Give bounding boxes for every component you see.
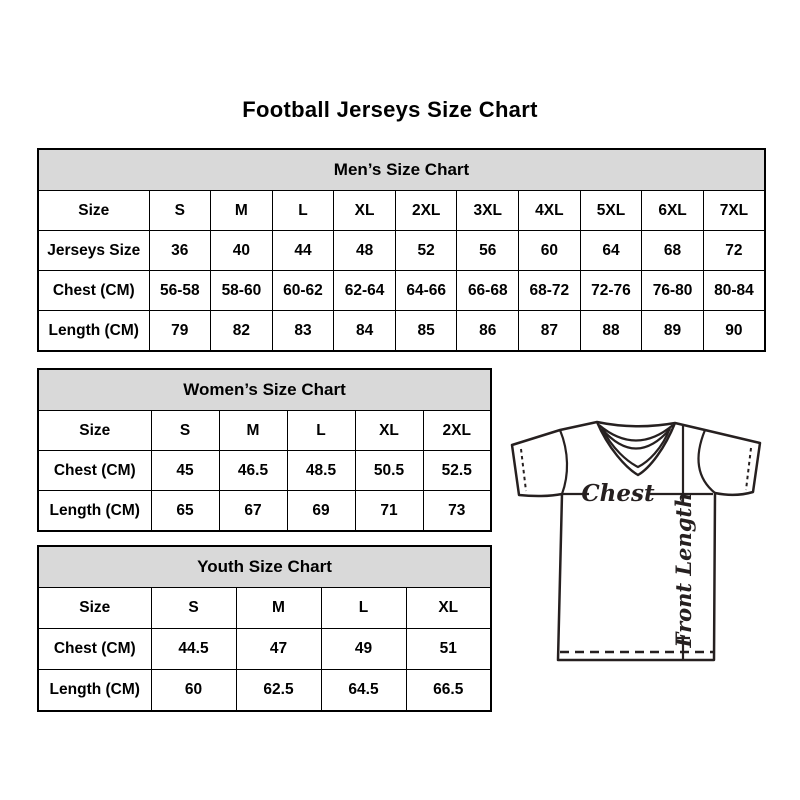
front-length-label: Front Length <box>671 492 696 648</box>
cell: 58-60 <box>211 271 273 311</box>
cell: 90 <box>703 311 765 352</box>
youth-table-title: Youth Size Chart <box>38 546 491 588</box>
womens-table-title: Women’s Size Chart <box>38 369 491 411</box>
cell: 84 <box>334 311 396 352</box>
cell: 64.5 <box>321 670 406 712</box>
jersey-measurement-diagram <box>505 412 775 672</box>
row-label: Chest (CM) <box>38 629 151 670</box>
table-row <box>38 588 491 629</box>
cell: M <box>236 588 321 629</box>
left-armhole-seam <box>560 430 567 494</box>
cell: 64 <box>580 231 642 271</box>
cell: 80-84 <box>703 271 765 311</box>
cell: 76-80 <box>642 271 704 311</box>
cell: 56-58 <box>149 271 211 311</box>
cell: 2XL <box>395 191 457 231</box>
cell: 44.5 <box>151 629 236 670</box>
row-label: Length (CM) <box>38 670 151 712</box>
table-title-row <box>38 369 491 411</box>
row-label: Size <box>38 411 151 451</box>
cell: 68 <box>642 231 704 271</box>
cell: 60 <box>519 231 581 271</box>
table-row <box>38 629 491 670</box>
cell: 88 <box>580 311 642 352</box>
cell: 67 <box>219 491 287 532</box>
cell: 46.5 <box>219 451 287 491</box>
cell: 52.5 <box>423 451 491 491</box>
cell: 68-72 <box>519 271 581 311</box>
row-label: Chest (CM) <box>38 451 151 491</box>
cell: 45 <box>151 451 219 491</box>
cell: 52 <box>395 231 457 271</box>
table-row <box>38 491 491 532</box>
cell: 86 <box>457 311 519 352</box>
cell: L <box>272 191 334 231</box>
cell: 72 <box>703 231 765 271</box>
cell: 66-68 <box>457 271 519 311</box>
cell: 65 <box>151 491 219 532</box>
cell: 48 <box>334 231 396 271</box>
cell: 6XL <box>642 191 704 231</box>
cell: 3XL <box>457 191 519 231</box>
table-row <box>38 191 765 231</box>
right-armhole-seam <box>699 430 715 493</box>
table-row <box>38 271 765 311</box>
table-title-row <box>38 149 765 191</box>
cell: 4XL <box>519 191 581 231</box>
cell: 48.5 <box>287 451 355 491</box>
page-title: Football Jerseys Size Chart <box>242 97 538 122</box>
row-label: Length (CM) <box>38 491 151 532</box>
cell: 73 <box>423 491 491 532</box>
table-title-row <box>38 546 491 588</box>
cell: 79 <box>149 311 211 352</box>
cell: 2XL <box>423 411 491 451</box>
chest-label: Chest <box>581 480 655 507</box>
row-label: Jerseys Size <box>38 231 149 271</box>
cell: S <box>149 191 211 231</box>
row-label: Length (CM) <box>38 311 149 352</box>
cell: XL <box>334 191 396 231</box>
cell: 56 <box>457 231 519 271</box>
cell: 89 <box>642 311 704 352</box>
cell: S <box>151 588 236 629</box>
cell: 49 <box>321 629 406 670</box>
cell: 62-64 <box>334 271 396 311</box>
cell: XL <box>406 588 491 629</box>
cell: 44 <box>272 231 334 271</box>
table-row <box>38 311 765 352</box>
cell: 51 <box>406 629 491 670</box>
jersey-outline <box>512 422 760 660</box>
cell: L <box>287 411 355 451</box>
cell: 7XL <box>703 191 765 231</box>
cell: XL <box>355 411 423 451</box>
cell: 82 <box>211 311 273 352</box>
cell: 36 <box>149 231 211 271</box>
cell: M <box>219 411 287 451</box>
cell: 66.5 <box>406 670 491 712</box>
cell: 47 <box>236 629 321 670</box>
cell: 85 <box>395 311 457 352</box>
left-cuff-stitch-line <box>521 449 526 491</box>
cell: 60 <box>151 670 236 712</box>
mens-table-title: Men’s Size Chart <box>38 149 765 191</box>
mens-size-table <box>37 148 766 352</box>
cell: 87 <box>519 311 581 352</box>
row-label: Chest (CM) <box>38 271 149 311</box>
row-label: Size <box>38 588 151 629</box>
right-cuff-stitch-line <box>746 448 751 490</box>
cell: 71 <box>355 491 423 532</box>
table-row <box>38 231 765 271</box>
cell: 50.5 <box>355 451 423 491</box>
table-row <box>38 451 491 491</box>
table-row <box>38 670 491 712</box>
cell: 83 <box>272 311 334 352</box>
youth-size-table <box>37 545 492 712</box>
cell: 40 <box>211 231 273 271</box>
cell: M <box>211 191 273 231</box>
womens-size-table <box>37 368 492 532</box>
cell: 72-76 <box>580 271 642 311</box>
row-label: Size <box>38 191 149 231</box>
cell: 69 <box>287 491 355 532</box>
cell: L <box>321 588 406 629</box>
table-row <box>38 411 491 451</box>
cell: 64-66 <box>395 271 457 311</box>
cell: 62.5 <box>236 670 321 712</box>
cell: 60-62 <box>272 271 334 311</box>
cell: S <box>151 411 219 451</box>
cell: 5XL <box>580 191 642 231</box>
